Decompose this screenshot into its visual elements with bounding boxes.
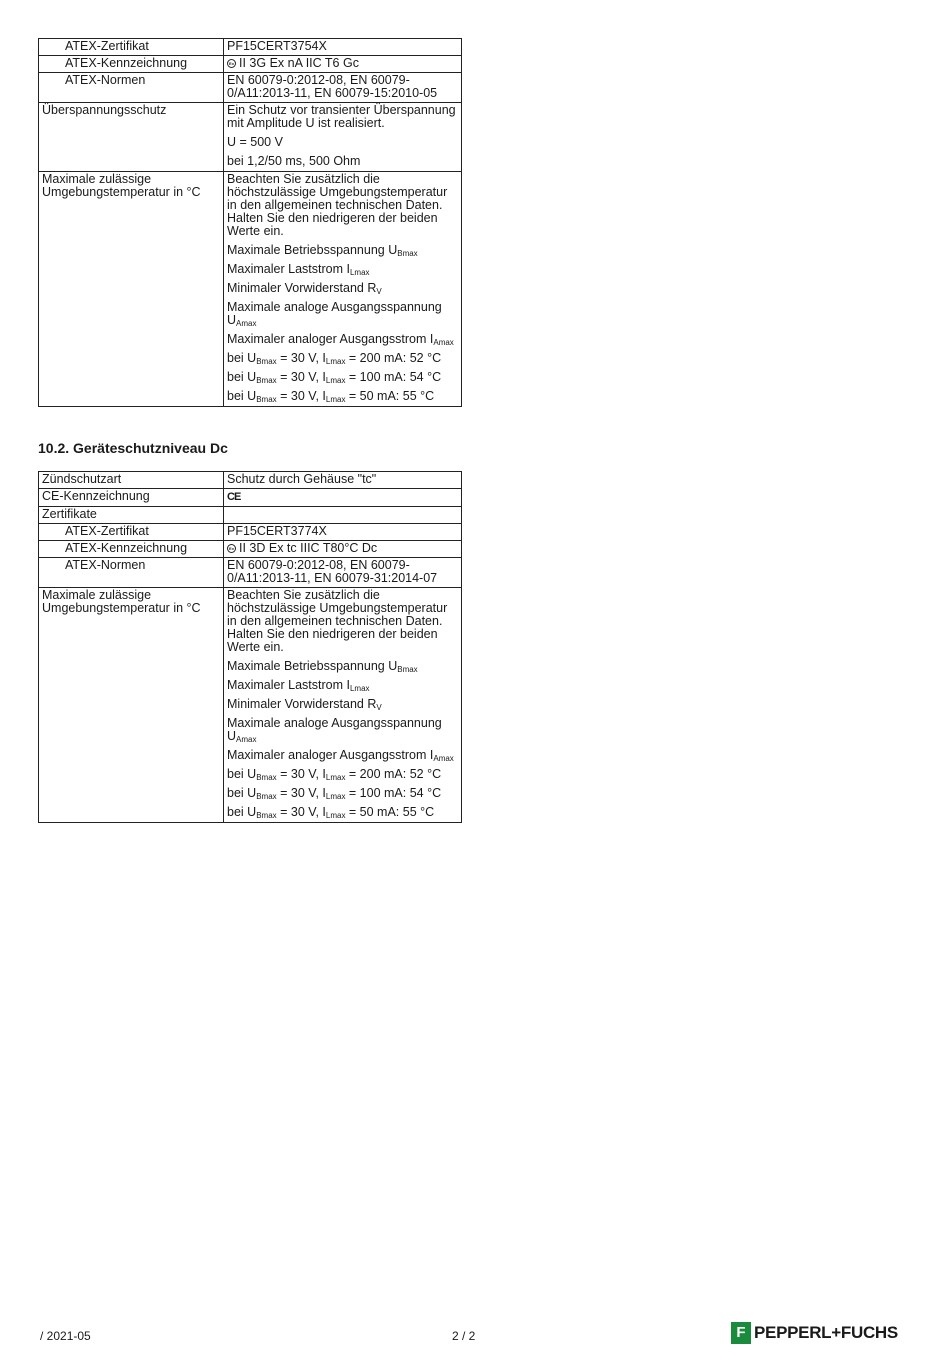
ec-table-dc	[38, 471, 462, 823]
supply-voltage-param: Maximale Betriebsspannung $U_{Bmax}$	[227, 659, 418, 674]
atex-marking-cell	[224, 541, 462, 558]
temp-case-50ma: bei $U_{Bmax} = 30$ V, $I_{Lmax} = 50$ mA: 55 °C	[227, 389, 435, 404]
analog-current-param: Maximaler analoger Ausgangsstrom $I_{Amax}$	[227, 332, 454, 347]
temp-note: Beachten Sie zusätzlich die höchstzulässige Umgebungstemperatur in den allgemeinen technischen Daten. Halten Sie den niedrigeren der beiden Werte ein.	[227, 172, 448, 238]
table-row	[39, 73, 462, 103]
ex-marking-icon	[227, 544, 236, 553]
ce-label: CE-Kennzeichnung	[39, 489, 224, 507]
atex-standards-label: ATEX-Normen	[39, 558, 224, 588]
atex-marking-cell	[224, 56, 462, 73]
atex-standards-value: EN 60079-0:2012-08, EN 60079-0/A11:2013-11, EN 60079-31:2014-07	[224, 558, 462, 588]
atex-marking-value: II 3G Ex nA IIC T6 Gc	[239, 56, 359, 70]
atex-cert-label: ATEX-Zertifikat	[39, 524, 224, 541]
table-row	[39, 507, 462, 524]
analog-voltage-param: Maximale analoge Ausgangsspannung $U_{Amax}$	[227, 716, 442, 744]
table-row	[39, 472, 462, 489]
brand-name: PEPPERL+FUCHS	[754, 1323, 898, 1342]
page-number: 2 / 2	[452, 1329, 476, 1343]
temp-label: Maximale zulässige Umgebungstemperatur in °C	[39, 588, 224, 823]
ex-marking-icon	[227, 59, 236, 68]
analog-current-param: Maximaler analoger Ausgangsstrom $I_{Amax}$	[227, 748, 454, 763]
surge-desc: Ein Schutz vor transienter Überspannung mit Amplitude U ist realisiert.	[227, 103, 456, 130]
supply-voltage-param: Maximale Betriebsspannung $U_{Bmax}$	[227, 243, 418, 258]
table-row	[39, 489, 462, 507]
atex-standards-label: ATEX-Normen	[39, 73, 224, 103]
table-row	[39, 56, 462, 73]
surge-label: Überspannungsschutz	[39, 103, 224, 172]
surge-cell	[224, 103, 462, 172]
temp-note: Beachten Sie zusätzlich die höchstzulässige Umgebungstemperatur in den allgemeinen technischen Daten. Halten Sie den niedrigeren der beiden Werte ein.	[227, 588, 448, 654]
table-row	[39, 524, 462, 541]
certs-label: Zertifikate	[39, 507, 224, 524]
certs-value	[224, 507, 462, 524]
atex-cert-value: PF15CERT3754X	[224, 39, 462, 56]
temp-cell	[224, 588, 462, 823]
section-heading: 10.2. Geräteschutzniveau Dc	[38, 440, 228, 456]
surge-voltage: U = 500 V	[227, 135, 283, 149]
atex-marking-value: II 3D Ex tc IIIC T80°C Dc	[239, 541, 378, 555]
ce-mark-icon: CE	[227, 491, 241, 503]
temp-case-100ma: bei $U_{Bmax} = 30$ V, $I_{Lmax} = 100$ mA: 54 °C	[227, 370, 442, 385]
atex-cert-value: PF15CERT3774X	[224, 524, 462, 541]
table-row	[39, 558, 462, 588]
table-row	[39, 588, 462, 823]
temp-case-200ma: bei $U_{Bmax} = 30$ V, $I_{Lmax} = 200$ mA: 52 °C	[227, 767, 442, 782]
load-current-param: Maximaler Laststrom $I_{Lmax}$	[227, 262, 370, 277]
surge-pulse: bei 1,2/50 ms, 500 Ohm	[227, 154, 361, 168]
ce-cell	[224, 489, 462, 507]
load-current-param: Maximaler Laststrom $I_{Lmax}$	[227, 678, 370, 693]
brand-logo	[731, 1322, 898, 1344]
temp-label: Maximale zulässige Umgebungstemperatur in °C	[39, 172, 224, 407]
atex-marking-label: ATEX-Kennzeichnung	[39, 56, 224, 73]
table-row	[39, 39, 462, 56]
temp-case-100ma: bei $U_{Bmax} = 30$ V, $I_{Lmax} = 100$ mA: 54 °C	[227, 786, 442, 801]
table-row	[39, 541, 462, 558]
atex-cert-label: ATEX-Zertifikat	[39, 39, 224, 56]
atex-standards-value: EN 60079-0:2012-08, EN 60079-0/A11:2013-11, EN 60079-15:2010-05	[224, 73, 462, 103]
ignition-label: Zündschutzart	[39, 472, 224, 489]
temp-cell	[224, 172, 462, 407]
series-resistor-param: Minimaler Vorwiderstand $R_V$	[227, 697, 382, 712]
analog-voltage-param: Maximale analoge Ausgangsspannung $U_{Amax}$	[227, 300, 442, 328]
footer-date: / 2021-05	[40, 1329, 91, 1343]
pf-logo-icon: F	[731, 1322, 751, 1344]
temp-case-200ma: bei $U_{Bmax} = 30$ V, $I_{Lmax} = 200$ mA: 52 °C	[227, 351, 442, 366]
table-row	[39, 172, 462, 407]
series-resistor-param: Minimaler Vorwiderstand $R_V$	[227, 281, 382, 296]
ignition-value: Schutz durch Gehäuse "tc"	[224, 472, 462, 489]
atex-marking-label: ATEX-Kennzeichnung	[39, 541, 224, 558]
temp-case-50ma: bei $U_{Bmax} = 30$ V, $I_{Lmax} = 50$ mA: 55 °C	[227, 805, 435, 820]
ec-table-gc	[38, 38, 462, 407]
table-row	[39, 103, 462, 172]
